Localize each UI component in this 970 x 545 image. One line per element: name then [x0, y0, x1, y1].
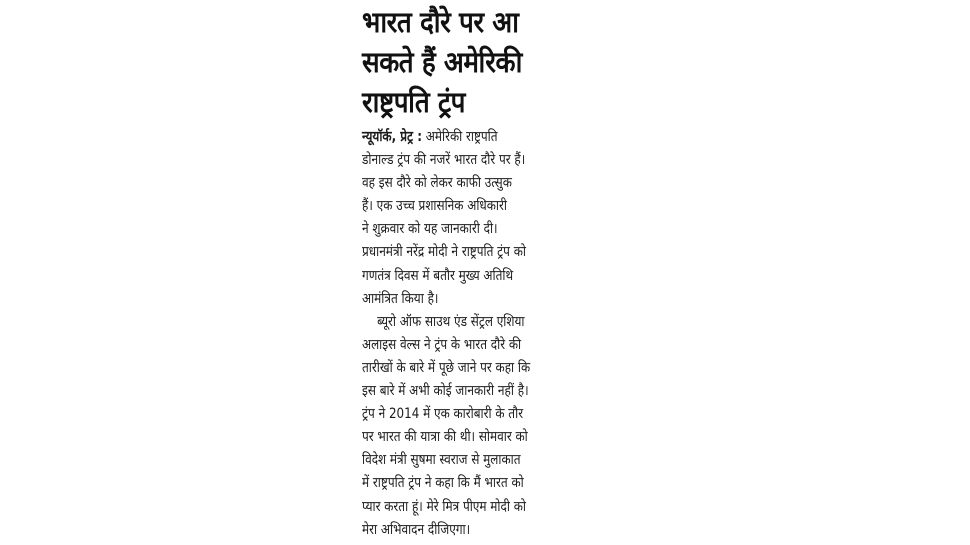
body-line: आमंत्रित किया है। — [362, 290, 439, 307]
body-line: वह इस दौरे को लेकर काफी उत्सुक — [362, 175, 512, 192]
body-line: ने शुक्रवार को यह जानकारी दी। — [362, 221, 498, 238]
body-line: ट्रंप ने 2014 में एक कारोबारी के तौर — [362, 406, 524, 423]
body-line: हैं। एक उच्च प्रशासनिक अधिकारी — [362, 198, 507, 215]
body-line: डोनाल्ड ट्रंप की नजरें भारत दौरे पर हैं। — [362, 152, 526, 169]
news-clipping — [362, 0, 608, 545]
body-line: पर भारत की यात्रा की थी। सोमवार को — [362, 429, 528, 446]
article-body — [362, 126, 608, 542]
body-line: प्यार करता हूं। मेरे मित्र पीएम मोदी को — [362, 498, 526, 515]
headline-line-3: राष्ट्रपति ट्रंप — [362, 85, 466, 119]
dateline: न्यूयॉर्क, प्रेट्र : — [362, 129, 422, 145]
body-line — [362, 126, 569, 149]
headline-line-1: भारत दौरे पर आ — [362, 5, 519, 39]
body-line: अलाइस वेल्स ने ट्रंप के भारत दौरे की — [362, 336, 522, 353]
body-line: गणतंत्र दिवस में बतौर मुख्य अतिथि — [362, 267, 514, 284]
body-line: मेरा अभिवादन दीजिएगा। — [362, 521, 471, 538]
headline — [362, 0, 608, 122]
body-line-text: अमेरिकी राष्ट्रपति — [425, 129, 498, 145]
headline-line-2: सकते हैं अमेरिकी — [362, 45, 522, 79]
body-line: ब्यूरो ऑफ साउथ एंड सेंट्रल एशिया — [377, 313, 525, 330]
body-line: में राष्ट्रपति ट्रंप ने कहा कि मैं भारत को — [362, 475, 524, 492]
body-line: प्रधानमंत्री नरेंद्र मोदी ने राष्ट्रपति ट्रंप को — [362, 244, 526, 261]
body-line: तारीखों के बारे में पूछे जाने पर कहा कि — [362, 359, 531, 376]
body-line: इस बारे में अभी कोई जानकारी नहीं है। — [362, 383, 529, 400]
body-line: विदेश मंत्री सुषमा स्वराज से मुलाकात — [362, 452, 521, 469]
